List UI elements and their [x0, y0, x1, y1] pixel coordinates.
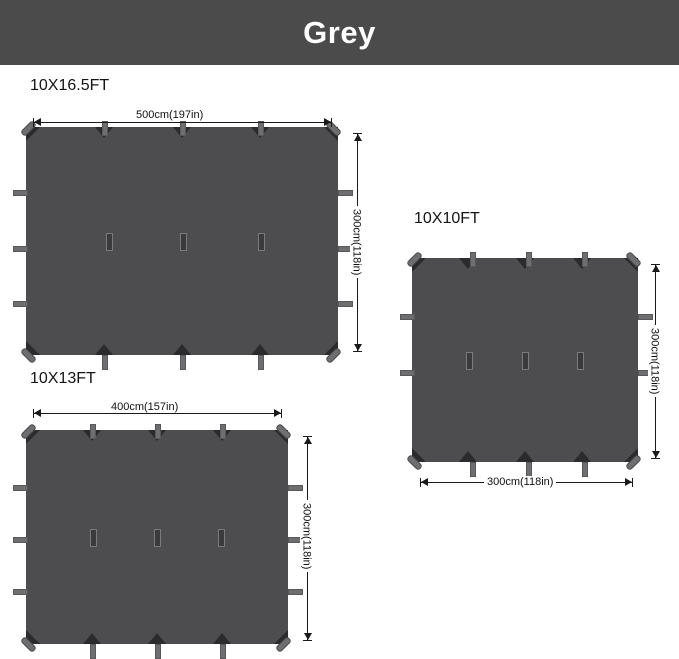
edge-loop-icon — [338, 301, 353, 307]
edge-loop-icon — [288, 485, 303, 491]
header-banner — [0, 0, 679, 65]
edge-loop-icon — [13, 589, 28, 595]
edge-loop-icon — [258, 121, 264, 136]
center-loop-icon — [90, 529, 97, 547]
edge-loop-icon — [13, 301, 28, 307]
tarp-body-10x13 — [26, 430, 288, 644]
edge-loop-icon — [400, 370, 415, 376]
edge-loop-icon — [582, 252, 588, 267]
edge-loop-icon — [526, 462, 532, 477]
edge-loop-icon — [338, 190, 353, 196]
center-loop-icon — [218, 529, 225, 547]
edge-loop-icon — [220, 424, 226, 439]
edge-loop-icon — [13, 190, 28, 196]
edge-reinforcement-icon — [95, 344, 113, 355]
edge-loop-icon — [155, 644, 161, 659]
center-loop-icon — [106, 233, 113, 251]
edge-loop-icon — [220, 644, 226, 659]
panel-label-10x10: 10X10FT — [414, 210, 480, 227]
tarp-body-10x10 — [412, 258, 638, 462]
product-panel-10x16-5 — [0, 65, 400, 365]
edge-reinforcement-icon — [213, 633, 231, 644]
center-loop-icon — [180, 233, 187, 251]
edge-reinforcement-icon — [251, 344, 269, 355]
edge-loop-icon — [13, 485, 28, 491]
edge-reinforcement-icon — [83, 633, 101, 644]
edge-loop-icon — [526, 252, 532, 267]
page-title: Grey — [303, 14, 376, 50]
edge-reinforcement-icon — [148, 633, 166, 644]
center-loop-icon — [577, 352, 584, 370]
edge-loop-icon — [90, 644, 96, 659]
edge-loop-icon — [155, 424, 161, 439]
product-panel-10x13 — [0, 360, 360, 654]
edge-reinforcement-icon — [573, 451, 591, 462]
edge-loop-icon — [470, 462, 476, 477]
tarp-body-10x16-5 — [26, 127, 338, 355]
edge-loop-icon — [13, 537, 28, 543]
center-loop-icon — [466, 352, 473, 370]
edge-loop-icon — [638, 314, 653, 320]
width-dimension-label: 400cm(157in) — [108, 401, 181, 413]
edge-loop-icon — [582, 462, 588, 477]
height-dimension-label: 300cm(118in) — [300, 500, 312, 572]
edge-loop-icon — [13, 246, 28, 252]
edge-loop-icon — [90, 424, 96, 439]
edge-loop-icon — [400, 314, 415, 320]
product-panel-10x10 — [400, 190, 679, 510]
height-dimension-label: 300cm(118in) — [350, 206, 362, 278]
panel-label-10x13: 10X13FT — [30, 370, 96, 387]
edge-loop-icon — [288, 589, 303, 595]
edge-reinforcement-icon — [516, 451, 534, 462]
width-dimension-label: 500cm(197in) — [133, 109, 206, 121]
center-loop-icon — [258, 233, 265, 251]
center-loop-icon — [154, 529, 161, 547]
edge-loop-icon — [180, 121, 186, 136]
edge-reinforcement-icon — [459, 451, 477, 462]
center-loop-icon — [522, 352, 529, 370]
edge-reinforcement-icon — [173, 344, 191, 355]
panel-label-10x16-5: 10X16.5FT — [30, 77, 110, 94]
width-dimension-label: 300cm(118in) — [484, 476, 556, 488]
edge-loop-icon — [470, 252, 476, 267]
edge-loop-icon — [102, 121, 108, 136]
height-dimension-label: 300cm(118in) — [648, 325, 660, 397]
